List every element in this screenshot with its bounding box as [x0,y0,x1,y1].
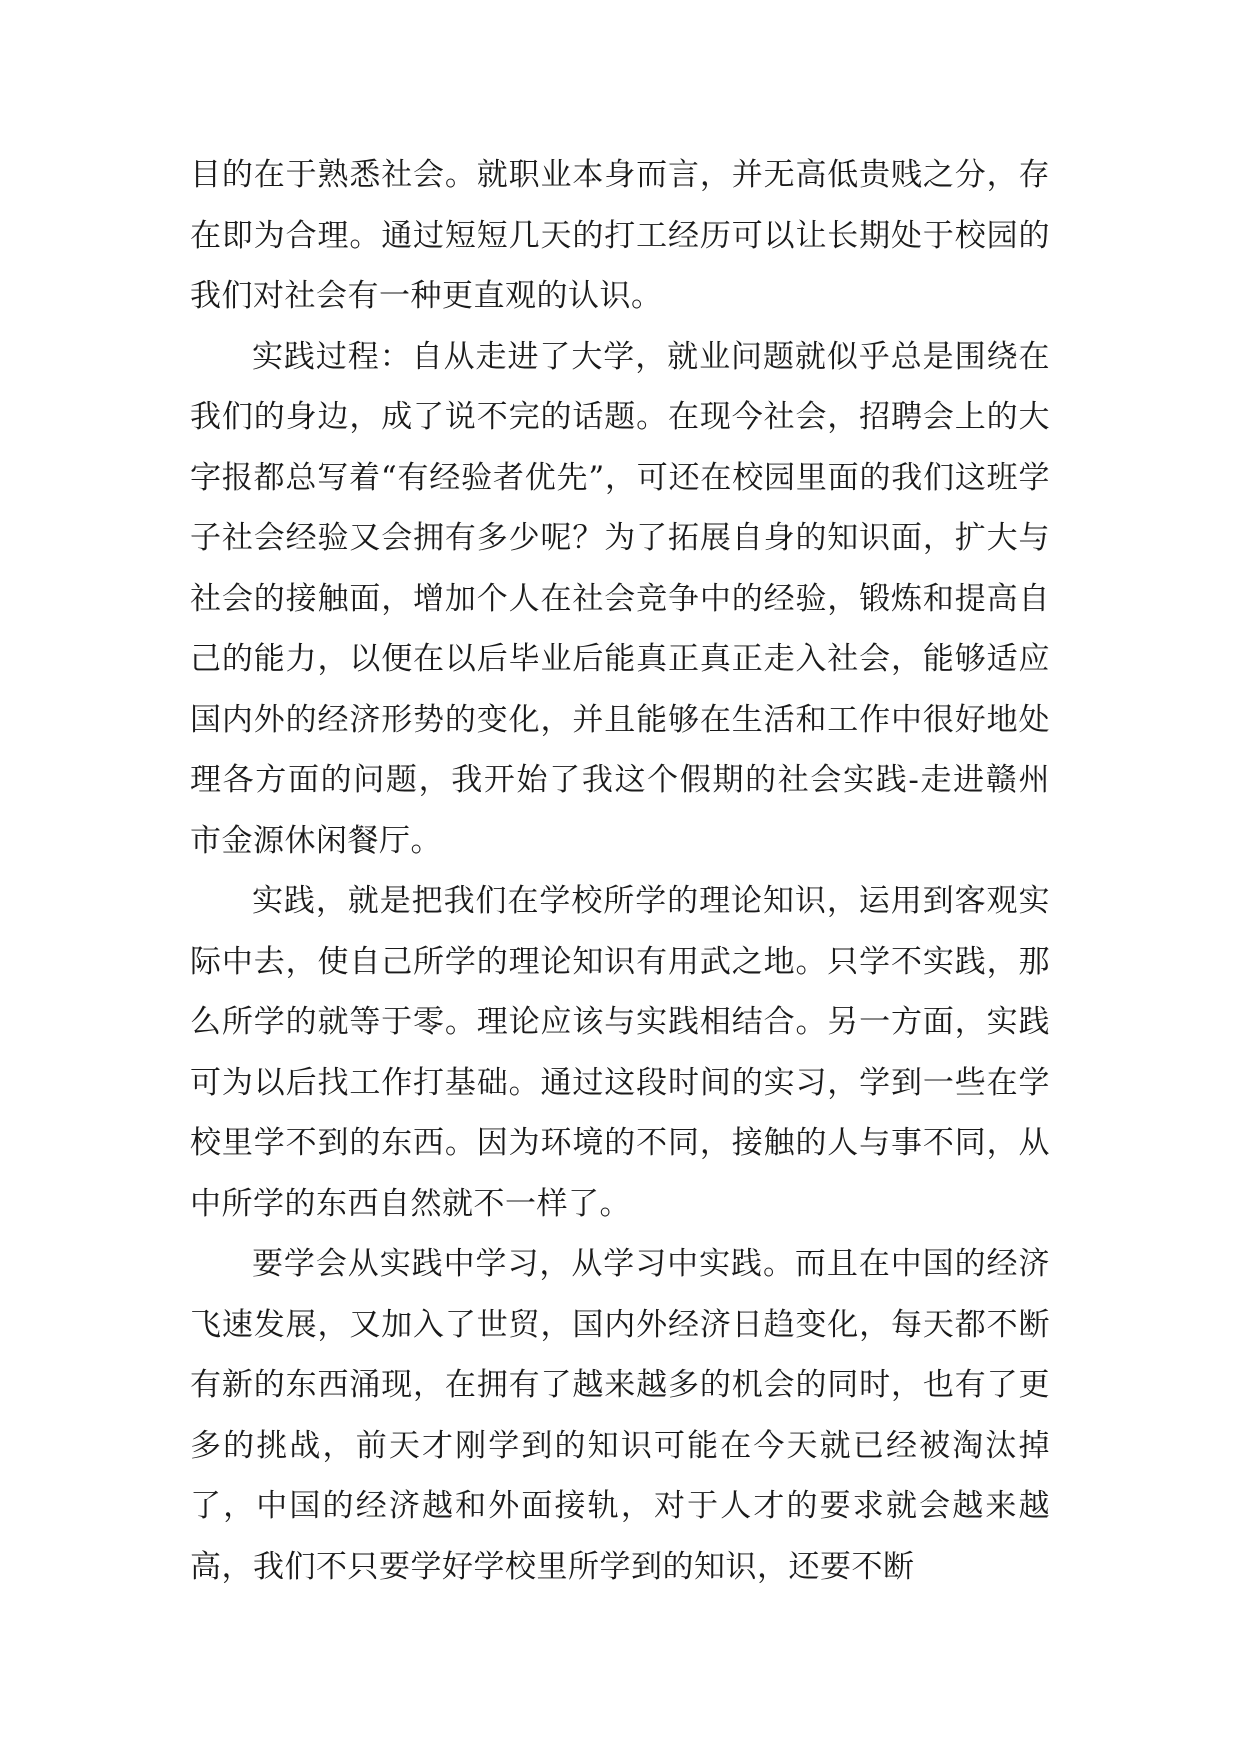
paragraph-4: 要学会从实践中学习，从学习中实践。而且在中国的经济飞速发展，又加入了世贸，国内外经济日趋变化，每天都不断有新的东西涌现，在拥有了越来越多的机会的同时，也有了更多的挑战，前天才刚学到的知识可能在今天就已经被淘汰掉了，中国的经济越和外面接轨，对于人才的要求就会越来越高，我们不只要学好学校里所学到的知识，还要不断 [190,1246,1050,1585]
document-body [190,145,1050,1597]
paragraph-1: 目的在于熟悉社会。就职业本身而言，并无高低贵贱之分，存在即为合理。通过短短几天的打工经历可以让长期处于校园的我们对社会有一种更直观的认识。 [190,157,1050,314]
paragraph-2: 实践过程：自从走进了大学，就业问题就似乎总是围绕在我们的身边，成了说不完的话题。在现今社会，招聘会上的大字报都总写着“有经验者优先”，可还在校园里面的我们这班学子社会经验又会拥有多少呢？为了拓展自身的知识面，扩大与社会的接触面，增加个人在社会竞争中的经验，锻炼和提高自己的能力，以便在以后毕业后能真正真正走入社会，能够适应国内外的经济形势的变化，并且能够在生活和工作中很好地处理各方面的问题，我开始了我这个假期的社会实践-走进赣州市金源休闲餐厅。 [190,338,1050,859]
paragraph-3: 实践，就是把我们在学校所学的理论知识，运用到客观实际中去，使自己所学的理论知识有用武之地。只学不实践，那么所学的就等于零。理论应该与实践相结合。另一方面，实践可为以后找工作打基础。通过这段时间的实习，学到一些在学校里学不到的东西。因为环境的不同，接触的人与事不同，从中所学的东西自然就不一样了。 [190,883,1050,1222]
